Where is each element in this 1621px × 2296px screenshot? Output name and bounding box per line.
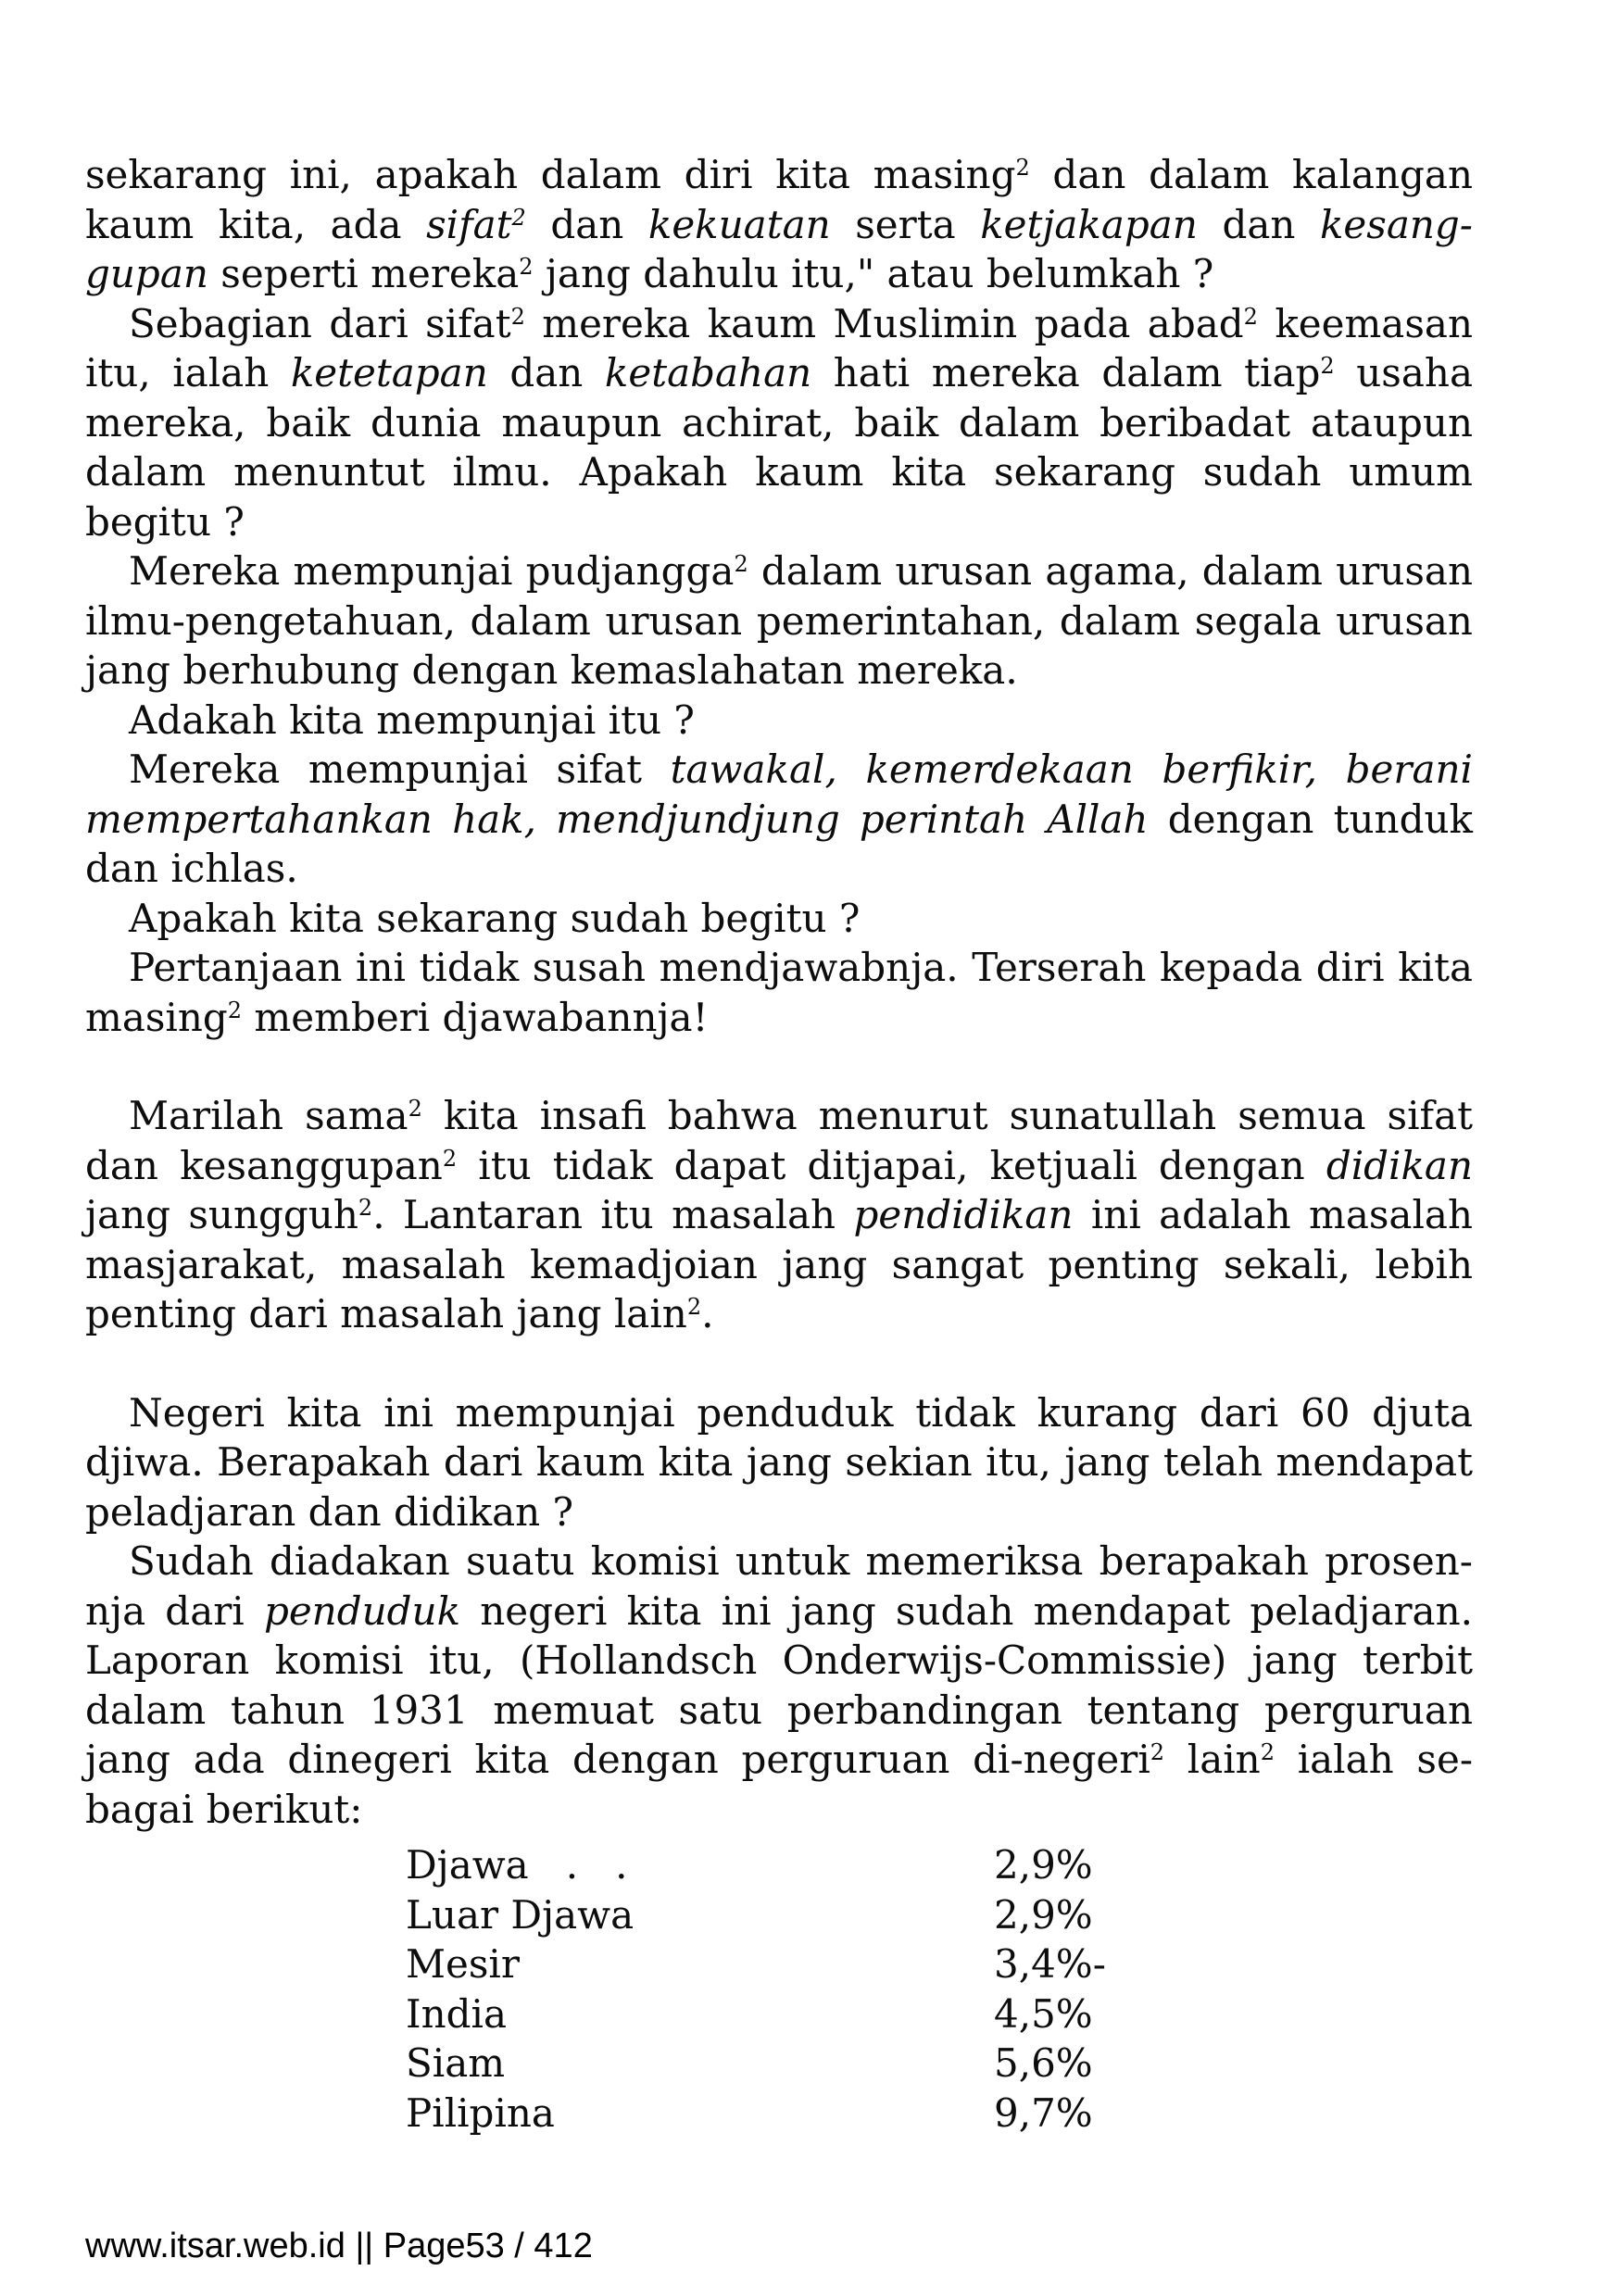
- percentage-cell: 2,9%: [994, 1891, 1093, 1938]
- superscript-2: 2: [408, 1096, 422, 1122]
- text-run: mereka kaum Muslimin pada abad: [524, 300, 1244, 346]
- text-run: dan: [525, 201, 648, 247]
- superscript-2: 2: [510, 303, 525, 330]
- country-cell: Luar Djawa: [406, 1891, 635, 1938]
- percentage-cell: 9,7%: [994, 2089, 1093, 2136]
- text-run: lain: [1164, 1737, 1261, 1782]
- text-run: dan dalam kalangan kaum kita, ada: [85, 152, 1473, 247]
- text-run: dengan tunduk dan ichlas.: [85, 796, 1473, 891]
- superscript-2: 2: [1320, 353, 1335, 379]
- paragraph-gap: [85, 1339, 1473, 1388]
- text-run: Mereka mempunjai sifat: [129, 747, 671, 792]
- italic-text: didikan: [1326, 1142, 1473, 1188]
- table-row: [406, 1939, 1106, 1989]
- column-spacer: [725, 2089, 994, 2139]
- country-cell: India: [406, 1990, 507, 2037]
- text-run: negeri kita ini jang sudah mendapat peladjaran. Laporan komisi itu, (Hollandsch Onderwijs-Commissie) jang terbit dalam tahun 1931 memuat satu perbandingan tentang perguruan jang ada dinegeri kita dengan perguruan di-negeri: [85, 1587, 1474, 1782]
- text-run: dalam urusan agama, dalam urusan ilmu-pengetahuan, dalam urusan pemerintahan, dalam segala urusan jang berhubung dengan kemaslahatan mereka.: [85, 548, 1474, 693]
- body-text: [85, 150, 1473, 1834]
- italic-text: ketabahan: [604, 350, 812, 395]
- paragraph: [85, 299, 1473, 547]
- italic-text: tawakal, kemerdekaan berfikir, berani mempertahankan hak, mendjundjung perintah Allah: [85, 747, 1473, 842]
- text-run: keemasan itu, ialah: [85, 300, 1473, 395]
- page-footer: www.itsar.web.id || Page53 / 412: [85, 2227, 593, 2265]
- text-run: ialah sebagai berikut:: [85, 1737, 1474, 1832]
- paragraph: [85, 1388, 1473, 1537]
- superscript-2: 2: [442, 1145, 458, 1172]
- italic-text: kesanggupan: [85, 201, 1473, 296]
- column-spacer: [725, 1840, 994, 1890]
- table-row: [406, 2089, 1106, 2139]
- paragraph: [85, 696, 1473, 746]
- percentage-cell: 3,4%-: [994, 1941, 1106, 1987]
- text-run: Marilah sama: [129, 1093, 408, 1138]
- text-run: . Lantaran itu masalah: [372, 1192, 854, 1237]
- country-cell: Siam: [406, 2040, 506, 2086]
- text-run: Negeri kita ini mempunjai penduduk tidak kurang dari 60 djuta djiwa. Berapakah dari kaum kita jang sekian itu, jang telah mendapat peladjaran dan didikan ?: [85, 1389, 1473, 1535]
- paragraph: [85, 150, 1473, 299]
- superscript-2: 2: [519, 254, 534, 280]
- superscript-2: 2: [358, 1195, 373, 1221]
- text-run: Apakah kita sekarang sudah begitu ?: [129, 895, 861, 941]
- comparison-table: [406, 1840, 1106, 2138]
- percentage-cell: 2,9%: [994, 1842, 1093, 1888]
- country-cell: Djawa . .: [406, 1842, 628, 1888]
- column-spacer: [725, 2039, 994, 2089]
- text-run: dan: [1197, 201, 1320, 247]
- text-run: memberi djawabannja!: [242, 994, 709, 1040]
- text-run: dan: [487, 350, 605, 395]
- percentage-cell: 4,5%: [994, 1990, 1093, 2037]
- text-run: usaha mereka, baik dunia maupun achirat, baik dalam beribadat ataupun dalam menuntut ilmu. Apakah kaum kita sekarang sudah umum begitu ?: [85, 350, 1473, 545]
- paragraph: [85, 1537, 1473, 1834]
- text-run: Adakah kita mempunjai itu ?: [129, 696, 695, 743]
- column-spacer: [725, 1989, 994, 2039]
- superscript-2: 2: [1150, 1739, 1165, 1765]
- paragraph: [85, 745, 1473, 894]
- paragraph: [85, 1091, 1473, 1339]
- paragraph: [85, 546, 1473, 696]
- percentage-cell: 5,6%: [994, 2040, 1093, 2086]
- superscript-2: 2: [511, 204, 526, 231]
- text-run: sekarang ini, apakah dalam diri kita masing: [85, 152, 1016, 197]
- text-run: ini adalah masalah masjarakat, masalah kemadjoian jang sangat penting sekali, lebih penting dari masalah jang lain: [85, 1192, 1473, 1336]
- text-run: seperti mereka: [207, 251, 520, 296]
- country-cell: Pilipina: [406, 2089, 555, 2136]
- text-run: jang dahulu itu," atau belumkah ?: [533, 251, 1214, 296]
- paragraph: [85, 894, 1473, 944]
- table-row: [406, 1989, 1106, 2039]
- text-run: kita insafi bahwa menurut sunatullah semua sifat dan kesanggupan: [85, 1093, 1473, 1188]
- column-spacer: [725, 1890, 994, 1940]
- italic-text: penduduk: [263, 1587, 461, 1634]
- superscript-2: 2: [227, 997, 243, 1023]
- table-row: [406, 1840, 1106, 1890]
- italic-text: pendidikan: [853, 1192, 1074, 1237]
- superscript-2: 2: [686, 1294, 702, 1320]
- text-run: hati mereka dalam tiap: [811, 350, 1321, 395]
- text-run: jang sungguh: [85, 1192, 358, 1237]
- column-spacer: [725, 1939, 994, 1989]
- italic-text: ketetapan: [290, 350, 488, 395]
- superscript-2: 2: [1260, 1739, 1275, 1765]
- paragraph: [85, 943, 1473, 1042]
- paragraph-gap: [85, 1042, 1473, 1091]
- table-row: [406, 2039, 1106, 2089]
- italic-text: ketjakapan: [980, 201, 1198, 247]
- italic-text: sifat: [426, 201, 512, 247]
- superscript-2: 2: [1015, 155, 1030, 181]
- text-run: serta: [830, 201, 981, 247]
- text-run: .: [701, 1291, 714, 1336]
- superscript-2: 2: [734, 551, 748, 577]
- text-run: Mereka mempunjai pudjangga: [129, 548, 735, 594]
- table-row: [406, 1890, 1106, 1940]
- superscript-2: 2: [1243, 303, 1258, 330]
- text-run: Sebagian dari sifat: [129, 300, 511, 346]
- text-run: Pertanjaan ini tidak susah mendjawabnja. Terserah kepada diri kita masing: [85, 945, 1473, 1040]
- text-run: itu tidak dapat ditjapai, ketjuali dengan: [457, 1142, 1326, 1188]
- country-cell: Mesir: [406, 1941, 520, 1987]
- italic-text: kekuatan: [647, 201, 831, 247]
- text-run: Sudah diadakan suatu komisi untuk memeriksa berapakah prosennja dari: [85, 1538, 1473, 1634]
